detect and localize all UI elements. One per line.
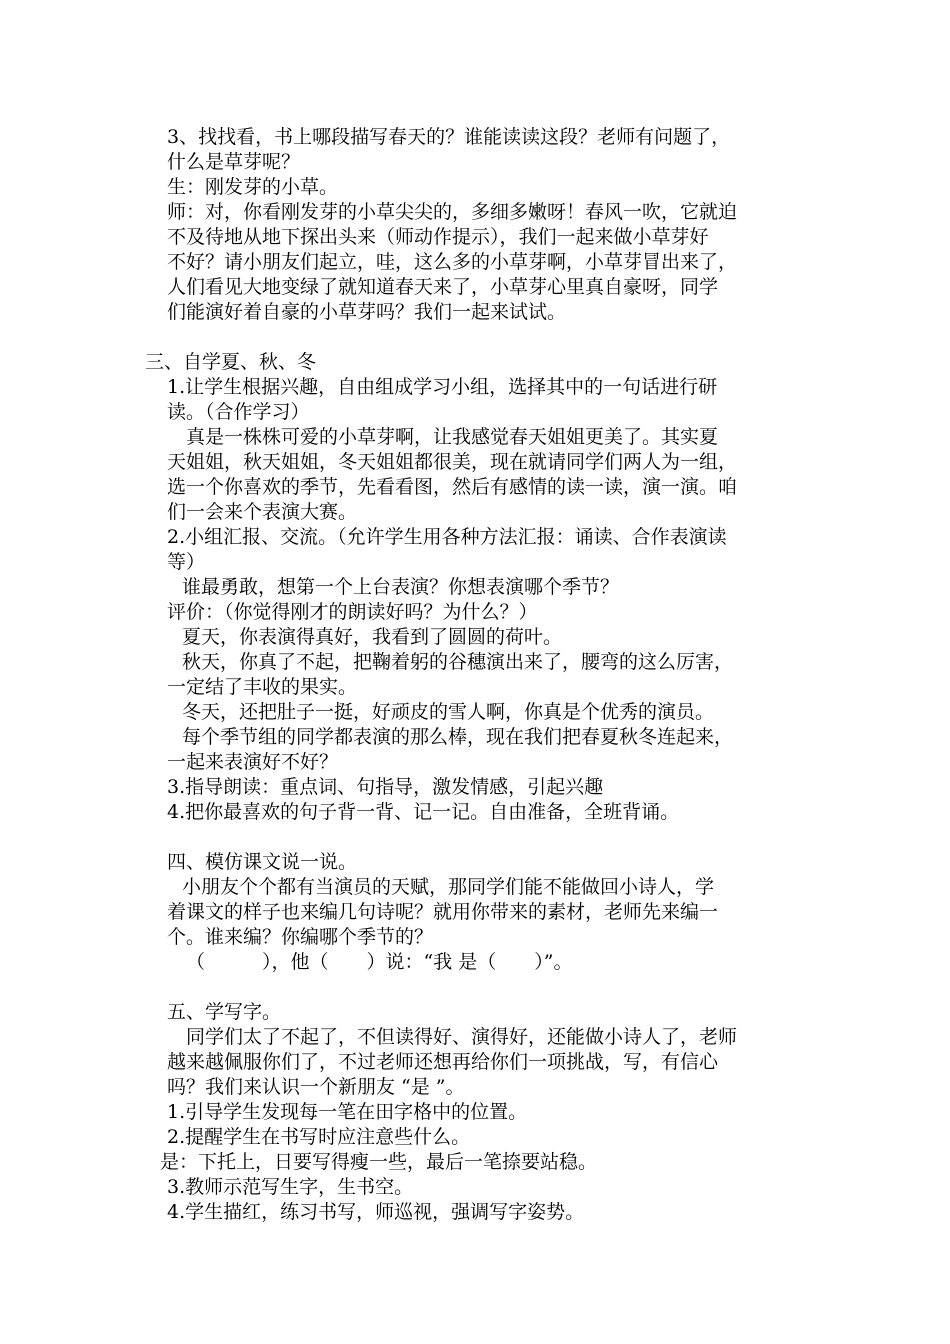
text-line: 是：下托上，日要写得瘦一些，最后一笔捺要站稳。 xyxy=(160,1151,598,1173)
text-line: 师：对，你看刚发芽的小草尖尖的，多细多嫩呀！春风一吹，它就迫 xyxy=(167,201,738,223)
text-line: 秋天，你真了不起，把鞠着躬的谷穗演出来了，腰弯的这么厉害， xyxy=(182,651,734,673)
text-line: 小朋友个个都有当演员的天赋，那同学们能不能做回小诗人，学 xyxy=(182,876,715,898)
text-line: 等） xyxy=(167,551,206,573)
text-line: 不及待地从地下探出头来（师动作提示），我们一起来做小草芽好 xyxy=(167,226,709,248)
text-line: 2.提醒学生在书写时应注意些什么。 xyxy=(167,1126,471,1148)
text-line: 1.让学生根据兴趣，自由组成学习小组，选择其中的一句话进行研 xyxy=(167,376,718,398)
text-line: 冬天，还把肚子一挺，好顽皮的雪人啊，你真是个优秀的演员。 xyxy=(182,701,715,723)
text-line: 4.把你最喜欢的句子背一背、记一记。自由准备，全班背诵。 xyxy=(167,801,680,823)
text-line: 一定结了丰收的果实。 xyxy=(167,676,358,698)
text-line: 人们看见大地变绿了就知道春天来了，小草芽心里真自豪呀，同学 xyxy=(167,276,719,298)
sentence-template: （ ），他（ ）说：“我 是（ ）”。 xyxy=(186,951,573,973)
text-line: 一起来表演好不好？ xyxy=(167,751,339,773)
text-line: 谁最勇敢，想第一个上台表演？你想表演哪个季节？ xyxy=(182,576,620,598)
section-heading: 四、模仿课文说一说。 xyxy=(167,851,358,873)
text-line: 3.指导朗读：重点词、句指导，激发情感，引起兴趣 xyxy=(167,776,604,798)
text-line: 不好？请小朋友们起立，哇，这么多的小草芽啊，小草芽冒出来了， xyxy=(167,251,738,273)
text-line: 们一会来个表演大赛。 xyxy=(167,501,358,523)
text-line: 什么是草芽呢？ xyxy=(167,151,301,173)
text-line: 天姐姐，秋天姐姐，冬天姐姐都很美，现在就请同学们两人为一组， xyxy=(167,451,738,473)
text-line: 生：刚发芽的小草。 xyxy=(167,176,339,198)
text-line: 读。（合作学习） xyxy=(167,401,310,423)
text-line: 选一个你喜欢的季节，先看看图，然后有感情的读一读，演一演。咱 xyxy=(167,476,738,498)
text-line: 3.教师示范写生字，生书空。 xyxy=(167,1176,414,1198)
section-heading: 三、自学夏、秋、冬 xyxy=(145,351,317,373)
text-line: 同学们太了不起了，不但读得好、演得好，还能做小诗人了，老师 xyxy=(186,1026,738,1048)
text-line: 个。谁来编？你编哪个季节的？ xyxy=(167,926,434,948)
text-line: 2.小组汇报、交流。（允许学生用各种方法汇报：诵读、合作表演读 xyxy=(167,526,727,548)
text-line: 夏天，你表演得真好，我看到了圆圆的荷叶。 xyxy=(182,626,563,648)
text-line: 着课文的样子也来编几句诗呢？就用你带来的素材，老师先来编一 xyxy=(167,901,719,923)
text-line: 每个季节组的同学都表演的那么棒，现在我们把春夏秋冬连起来， xyxy=(182,726,734,748)
text-line: 越来越佩服你们了，不过老师还想再给你们一项挑战，写，有信心 xyxy=(167,1051,719,1073)
text-line: 吗？我们来认识一个新朋友 “是 ”。 xyxy=(167,1076,465,1098)
text-line: 1.引导学生发现每一笔在田字格中的位置。 xyxy=(167,1101,528,1123)
text-line: 3、找找看，书上哪段描写春天的？谁能读读这段？老师有问题了， xyxy=(167,126,731,148)
section-heading: 五、学写字。 xyxy=(167,1001,282,1023)
text-line: 4.学生描红，练习书写，师巡视，强调写字姿势。 xyxy=(167,1201,585,1223)
text-line: 们能演好着自豪的小草芽吗？我们一起来试试。 xyxy=(167,301,567,323)
text-line: 真是一株株可爱的小草芽啊，让我感觉春天姐姐更美了。其实夏 xyxy=(186,426,719,448)
text-line: 评价：（你觉得刚才的朗读好吗？为什么？） xyxy=(167,601,538,623)
